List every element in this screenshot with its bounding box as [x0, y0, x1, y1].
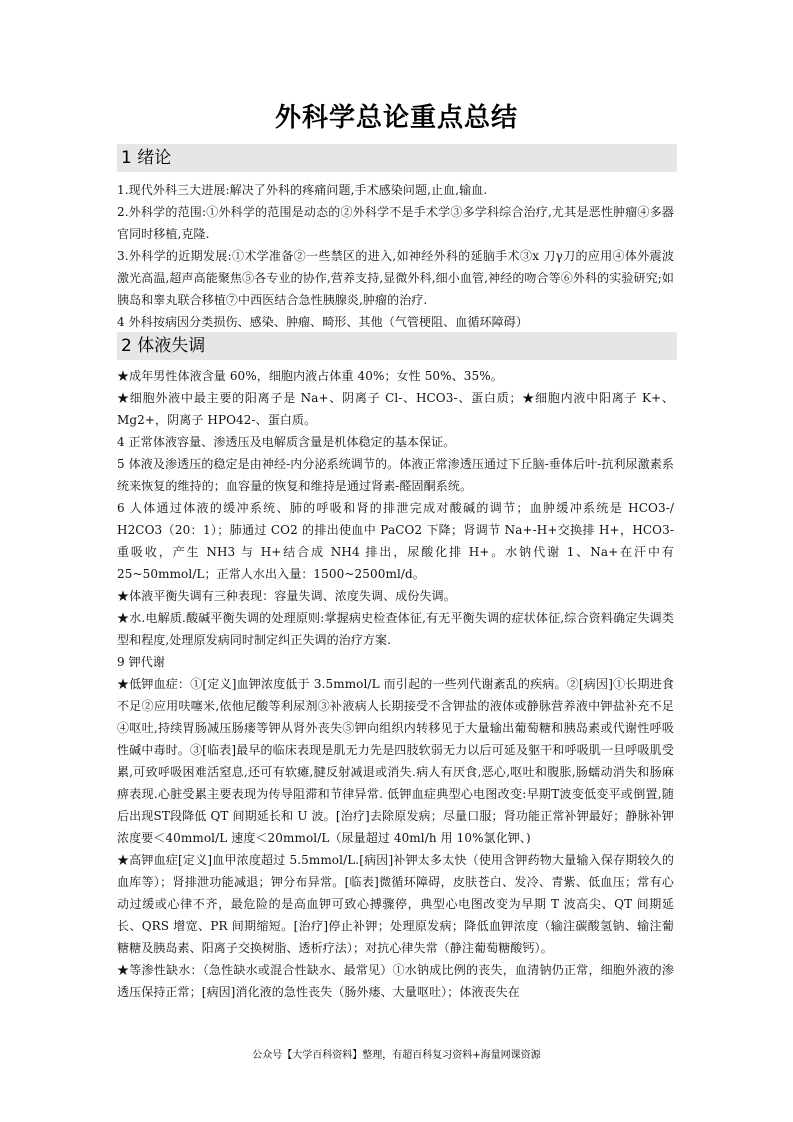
- paragraph: ★成年男性体液含量 60%，细胞内液占体重 40%；女性 50%、35%。: [117, 369, 503, 383]
- paragraph: ★体液平衡失调有三种表现：容量失调、浓度失调、成份失调。: [117, 589, 456, 603]
- paragraph: 6 人体通过体液的缓冲系统、肺的呼吸和肾的排泄完成对酸碱的调节；血肿缓冲系统是 HCO3-/ H2CO3（20：1）；肺通过 CO2 的排出使血中 PaCO2 下降；肾调节 Na+-H+交换排 H+，HCO3-重吸收，产生 NH3 与 H+结合成 NH4 排出，尿酸化排 H+。水钠代谢 1、Na+在汗中有 25~50mmol/L；正常人水出入量：1500~2500ml/d。: [117, 501, 674, 581]
- section-intro-body: [117, 179, 674, 333]
- page-title: 外科学总论重点总结: [274, 103, 518, 133]
- section-heading-fluid: 2 体液失调: [117, 332, 677, 360]
- paragraph: ★水.电解质.酸碱平衡失调的处理原则:掌握病史检查体征,有无平衡失调的症状体征,综合资料确定失调类型和程度,处理原发病同时制定纠正失调的治疗方案.: [117, 611, 674, 647]
- paragraph: 4 外科按病因分类损伤、感染、肿瘤、畸形、其他（气管梗阻、血循环障碍）: [117, 315, 528, 329]
- paragraph: 4 正常体液容量、渗透压及电解质含量是机体稳定的基本保证。: [117, 435, 456, 449]
- paragraph: 5 体液及渗透压的稳定是由神经-内分泌系统调节的。体液正常渗透压通过下丘脑-垂体后叶-抗利尿激素系统来恢复的维持的；血容量的恢复和维持是通过肾素-醛固酮系统。: [117, 457, 674, 493]
- paragraph: 1.现代外科三大进展:解决了外科的疼痛问题,手术感染问题,止血,输血.: [117, 183, 488, 197]
- paragraph: ★细胞外液中最主要的阳离子是 Na+、阴离子 Cl-、HCO3-、蛋白质；★细胞内液中阳离子 K+、Mg2+，阴离子 HPO42-、蛋白质。: [117, 391, 674, 427]
- page-footer: 公众号【大学百科资料】整理，有超百科复习资料+海量网课资源: [252, 1050, 541, 1061]
- paragraph: 3.外科学的近期发展:①术学准备②一些禁区的进入,如神经外科的延脑手术③x 刀γ刀的应用④体外震波激光高温,超声高能聚焦⑤各专业的协作,营养支持,显微外科,细小血管,神经的吻合等⑥外科的实验研究;如胰岛和睾丸联合移植⑦中西医结合急性胰腺炎,肿瘤的治疗.: [117, 249, 674, 307]
- paragraph: ★低钾血症：①[定义]血钾浓度低于 3.5mmol/L 而引起的一些列代谢紊乱的疾病。②[病因]①长期进食不足②应用呋噻米,依他尼酸等利尿剂③补液病人长期接受不含钾盐的液体或静脉营养液中钾盐补充不足④呕吐,持续胃肠减压肠瘘等钾从肾外丧失⑤钾向组织内转移见于大量输出葡萄糖和胰岛素或代谢性呼吸性碱中毒时。③[临表]最早的临床表现是肌无力先是四肢软弱无力以后可延及躯干和呼吸肌一旦呼吸肌受累,可致呼吸困难活窒息,还可有软瘫,腱反射减退或消失.病人有厌食,恶心,呕吐和腹胀,肠蠕动消失和肠麻痹表现.心脏受累主要表现为传导阻滞和节律异常. 低钾血症典型心电图改变:早期T波变低变平或倒置,随后出现ST段降低 QT 间期延长和 U 波。[治疗]去除原发病；尽量口服；肾功能正常补钾最好；静脉补钾浓度要＜40mmol/L 速度＜20mmol/L（尿量超过 40ml/h 用 10%氯化钾、): [117, 677, 674, 845]
- paragraph: 2.外科学的范围:①外科学的范围是动态的②外科学不是手术学③多学科综合治疗,尤其是恶性肿瘤④多器官同时移植,克隆.: [117, 205, 674, 241]
- paragraph: ★等渗性缺水：（急性缺水或混合性缺水、最常见）①水钠成比例的丧失，血清钠仍正常，细胞外液的渗透压保持正常；[病因]消化液的急性丧失（肠外瘘、大量呕吐）；体液丧失在: [117, 963, 674, 999]
- section-heading-intro: 1 绪论: [117, 144, 677, 172]
- paragraph: 9 钾代谢: [117, 655, 165, 669]
- paragraph: ★高钾血症[定义]血甲浓度超过 5.5mmol/L.[病因]补钾太多太快（使用含钾药物大量输入保存期较久的血库等）；肾排泄功能减退；钾分布异常。[临表]微循环障碍，皮肤苍白、发冷、青紫、低血压；常有心动过缓或心律不齐，最危险的是高血钾可致心搏骤停，典型心电图改变为早期 T 波高尖、QT 间期延长、QRS 增宽、PR 间期缩短。[治疗]停止补钾；处理原发病；降低血钾浓度（输注碳酸氢钠、输注葡糖糖及胰岛素、阳离子交换树脂、透析疗法）；对抗心律失常（静注葡萄糖酸钙）。: [117, 853, 674, 955]
- section-fluid-body: [117, 365, 674, 1003]
